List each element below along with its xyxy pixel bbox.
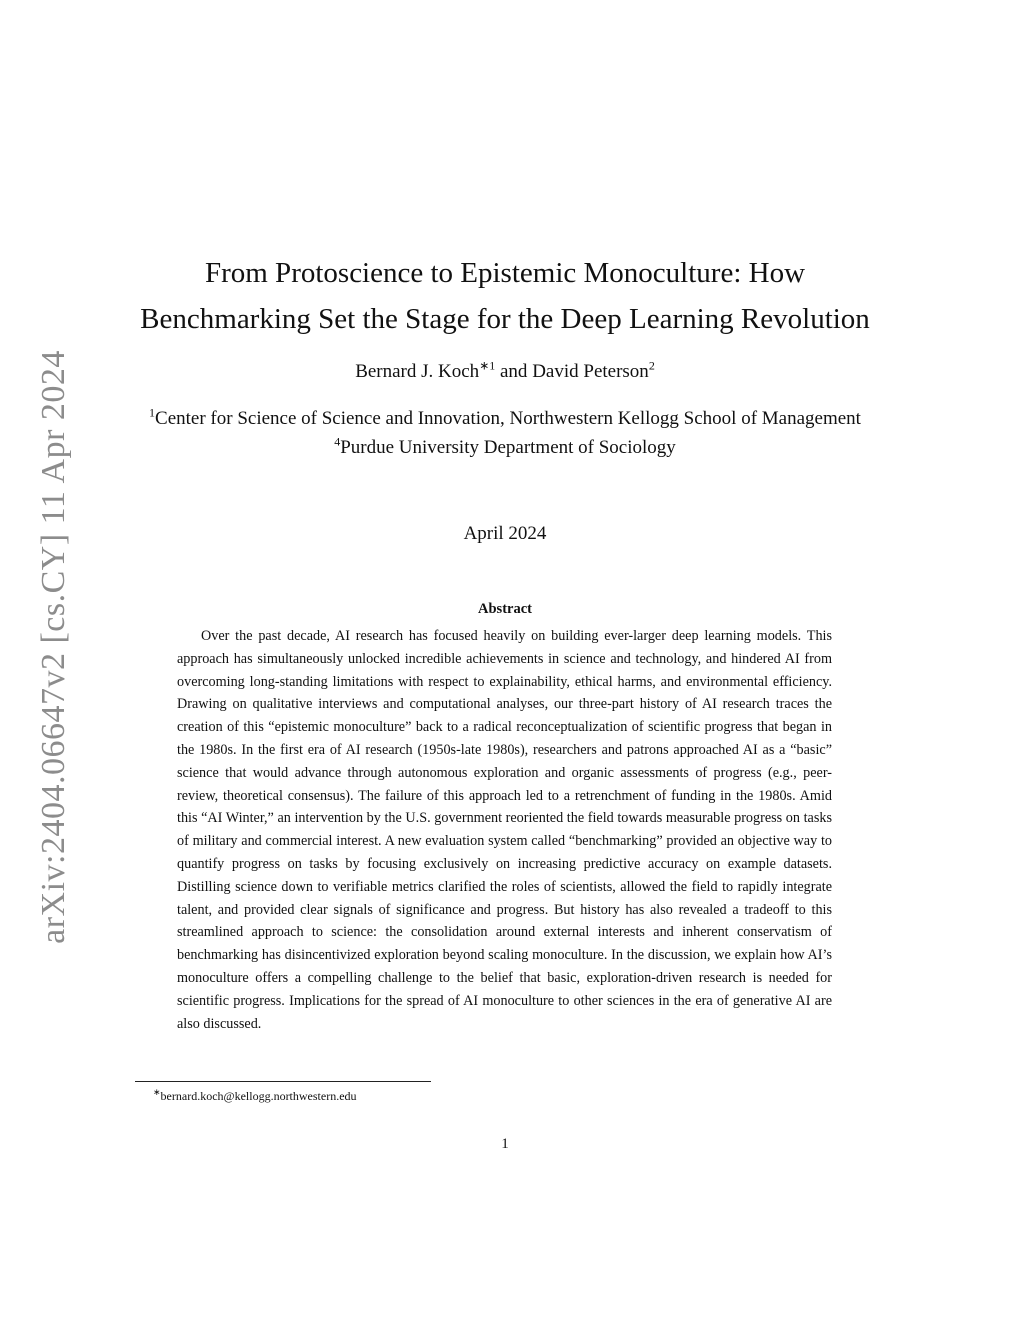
affiliation-text: Center for Science of Science and Innovation, Northwestern Kellogg School of Management xyxy=(155,408,861,429)
paper-title xyxy=(120,250,890,342)
abstract-heading: Abstract xyxy=(478,601,532,617)
affiliation-mark: 1 xyxy=(149,405,156,420)
paper-title-line-1: From Protoscience to Epistemic Monoculture: How xyxy=(204,257,806,289)
footnote-divider xyxy=(135,1081,431,1082)
affiliation-mark: 4 xyxy=(334,434,341,449)
footnote-mark: ∗ xyxy=(153,1087,161,1097)
footnote xyxy=(153,1087,357,1105)
arxiv-identifier-stamp xyxy=(32,352,76,942)
affiliation-item xyxy=(120,433,890,462)
affiliation-item xyxy=(120,404,890,433)
author-name: David Peterson xyxy=(532,361,649,382)
author-affiliation-mark: ∗1 xyxy=(479,358,496,373)
abstract-body: Over the past decade, AI research has focused heavily on building ever-larger deep learning models. This approach has simultaneously unlocked incredible achievements in science and technology, and hindered AI from overcoming long-standing limitations with respect to explainability, ethical harms, and environmental efficiency. Drawing on qualitative interviews and computational analyses, our three-part history of AI research traces the creation of this “epistemic monoculture” back to a radical reconceptualization of scientific progress that began in the 1980s. In the first era of AI research (1950s-late 1980s), researchers and patrons approached AI as a “basic” science that would advance through autonomous exploration and organic assessments of progress (e.g., peer-review, theoretical consensus). The failure of this approach led to a retrenchment of funding in the 1980s. Amid this “AI Winter,” an intervention by the U.S. government reoriented the field towards measurable progress on tasks of military and commercial interest. A new evaluation system called “benchmarking” provided an objective way to quantify progress on tasks by focusing exclusively on increasing predictive accuracy on example datasets. Distilling science down to verifiable metrics clarified the roles of scientists, allowed the field to rapidly integrate talent, and provided clear signals of significance and progress. But history has also revealed a tradeoff to this streamlined approach to science: the consolidation around external interests and inherent conservatism of benchmarking has disincentivized exploration beyond scaling monoculture. In the discussion, we explain how AI’s monoculture offers a compelling challenge to the belief that basic, exploration-driven research is needed for scientific progress. Implications for the spread of AI monoculture to other sciences in the era of generative AI are also discussed. xyxy=(177,628,832,1032)
paper-title-line-2: Benchmarking Set the Stage for the Deep Learning Revolution xyxy=(140,303,870,335)
affiliation-list xyxy=(120,404,890,462)
publication-date: April 2024 xyxy=(463,523,547,544)
author-affiliation-mark: 2 xyxy=(648,358,655,373)
arxiv-identifier-text: arXiv:2404.06647v2 [cs.CY] 11 Apr 2024 xyxy=(35,350,73,944)
page-number: 1 xyxy=(501,1136,509,1152)
affiliation-text: Purdue University Department of Sociology xyxy=(340,437,676,458)
author-name: Bernard J. Koch xyxy=(355,361,480,382)
footnote-email: bernard.koch@kellogg.northwestern.edu xyxy=(160,1089,357,1103)
author-connector: and xyxy=(495,361,533,382)
author-list xyxy=(120,358,890,386)
